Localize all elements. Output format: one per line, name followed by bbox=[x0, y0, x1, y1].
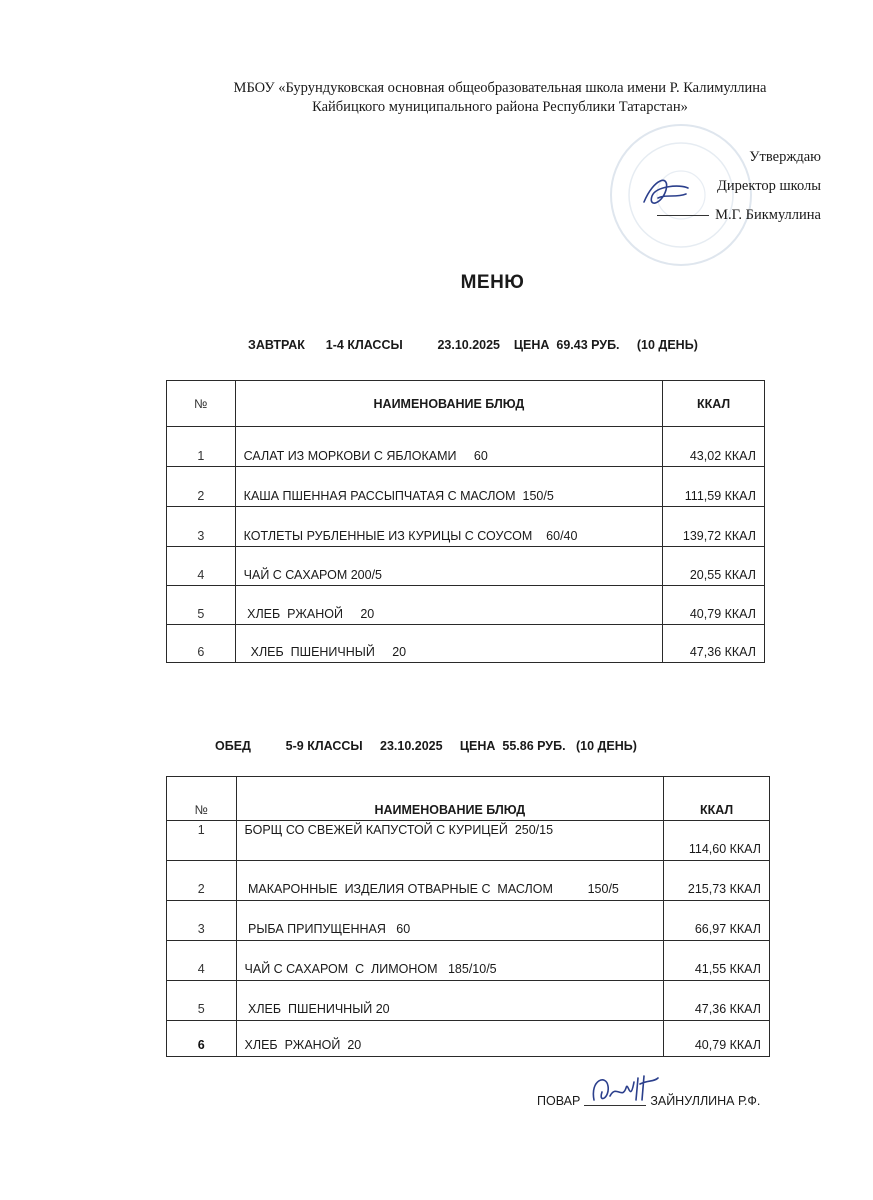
table-header-row bbox=[167, 381, 765, 427]
dish-name: КОТЛЕТЫ РУБЛЕННЫЕ ИЗ КУРИЦЫ С СОУСОМ 60/40 bbox=[235, 507, 662, 547]
row-number: 3 bbox=[167, 901, 237, 941]
lunch-caption: ОБЕД 5-9 КЛАССЫ 23.10.2025 ЦЕНА 55.86 РУБ. (10 ДЕНЬ) bbox=[215, 739, 637, 753]
dish-name: КАША ПШЕННАЯ РАССЫПЧАТАЯ С МАСЛОМ 150/5 bbox=[235, 467, 662, 507]
row-number: 5 bbox=[167, 586, 236, 625]
row-number: 6 bbox=[167, 625, 236, 663]
cook-label: ПОВАР bbox=[537, 1094, 581, 1108]
dish-kcal: 40,79 ККАЛ bbox=[664, 1021, 770, 1057]
director-name: М.Г. Бикмуллина bbox=[715, 207, 821, 223]
row-number: 1 bbox=[167, 821, 237, 861]
column-header-dish: НАИМЕНОВАНИЕ БЛЮД bbox=[236, 777, 664, 821]
dish-name: ЧАЙ С САХАРОМ С ЛИМОНОМ 185/10/5 bbox=[236, 941, 664, 981]
column-header-dish: НАИМЕНОВАНИЕ БЛЮД bbox=[235, 381, 662, 427]
director-title: Директор школы bbox=[717, 178, 821, 194]
dish-kcal: 111,59 ККАЛ bbox=[663, 467, 765, 507]
dish-kcal: 47,36 ККАЛ bbox=[664, 981, 770, 1021]
table-row bbox=[167, 427, 765, 467]
dish-kcal: 66,97 ККАЛ bbox=[664, 901, 770, 941]
lunch-table bbox=[166, 776, 770, 1057]
row-number: 2 bbox=[167, 861, 237, 901]
dish-kcal: 40,79 ККАЛ bbox=[663, 586, 765, 625]
dish-name: ХЛЕБ ПШЕНИЧНЫЙ 20 bbox=[236, 981, 664, 1021]
dish-kcal: 215,73 ККАЛ bbox=[664, 861, 770, 901]
school-name-line-1: МБОУ «Бурундуковская основная общеобразовательная школа имени Р. Калимуллина bbox=[233, 80, 767, 96]
dish-kcal: 114,60 ККАЛ bbox=[664, 821, 770, 861]
column-header-kcal: ККАЛ bbox=[663, 381, 765, 427]
row-number: 1 bbox=[167, 427, 236, 467]
row-number: 3 bbox=[167, 507, 236, 547]
school-name-line-2: Кайбицкого муниципального района Республики Татарстан» bbox=[312, 99, 688, 115]
row-number: 4 bbox=[167, 941, 237, 981]
row-number: 2 bbox=[167, 467, 236, 507]
dish-name: ХЛЕБ РЖАНОЙ 20 bbox=[236, 1021, 664, 1057]
director-signature bbox=[636, 168, 696, 216]
dish-name: ХЛЕБ РЖАНОЙ 20 bbox=[235, 586, 662, 625]
breakfast-caption: ЗАВТРАК 1-4 КЛАССЫ 23.10.2025 ЦЕНА 69.43 РУБ. (10 ДЕНЬ) bbox=[248, 338, 698, 352]
row-number: 5 bbox=[167, 981, 237, 1021]
dish-name: БОРЩ СО СВЕЖЕЙ КАПУСТОЙ С КУРИЦЕЙ 250/15 bbox=[236, 821, 664, 861]
dish-kcal: 20,55 ККАЛ bbox=[663, 547, 765, 586]
column-header-number: № bbox=[167, 777, 237, 821]
table-row bbox=[167, 507, 765, 547]
dish-kcal: 41,55 ККАЛ bbox=[664, 941, 770, 981]
row-number: 4 bbox=[167, 547, 236, 586]
breakfast-table bbox=[166, 380, 765, 663]
dish-name: ХЛЕБ ПШЕНИЧНЫЙ 20 bbox=[235, 625, 662, 663]
table-row bbox=[167, 861, 770, 901]
row-number: 6 bbox=[167, 1021, 237, 1057]
table-header-row bbox=[167, 777, 770, 821]
cook-signature bbox=[584, 1070, 664, 1112]
table-row bbox=[167, 547, 765, 586]
cook-name: ЗАЙНУЛЛИНА Р.Ф. bbox=[650, 1094, 761, 1108]
dish-kcal: 47,36 ККАЛ bbox=[663, 625, 765, 663]
table-row bbox=[167, 586, 765, 625]
table-row bbox=[167, 981, 770, 1021]
table-row bbox=[167, 1021, 770, 1057]
dish-name: МАКАРОННЫЕ ИЗДЕЛИЯ ОТВАРНЫЕ С МАСЛОМ 150/5 bbox=[236, 861, 664, 901]
column-header-number: № bbox=[167, 381, 236, 427]
dish-name: РЫБА ПРИПУЩЕННАЯ 60 bbox=[236, 901, 664, 941]
table-row bbox=[167, 941, 770, 981]
column-header-kcal: ККАЛ bbox=[664, 777, 770, 821]
table-row bbox=[167, 625, 765, 663]
page-title: МЕНЮ bbox=[460, 272, 525, 293]
dish-kcal: 139,72 ККАЛ bbox=[663, 507, 765, 547]
dish-kcal: 43,02 ККАЛ bbox=[663, 427, 765, 467]
table-row bbox=[167, 821, 770, 861]
school-name bbox=[150, 79, 850, 117]
table-row bbox=[167, 467, 765, 507]
dish-name: САЛАТ ИЗ МОРКОВИ С ЯБЛОКАМИ 60 bbox=[235, 427, 662, 467]
approve-label: Утверждаю bbox=[749, 149, 821, 165]
dish-name: ЧАЙ С САХАРОМ 200/5 bbox=[235, 547, 662, 586]
table-row bbox=[167, 901, 770, 941]
